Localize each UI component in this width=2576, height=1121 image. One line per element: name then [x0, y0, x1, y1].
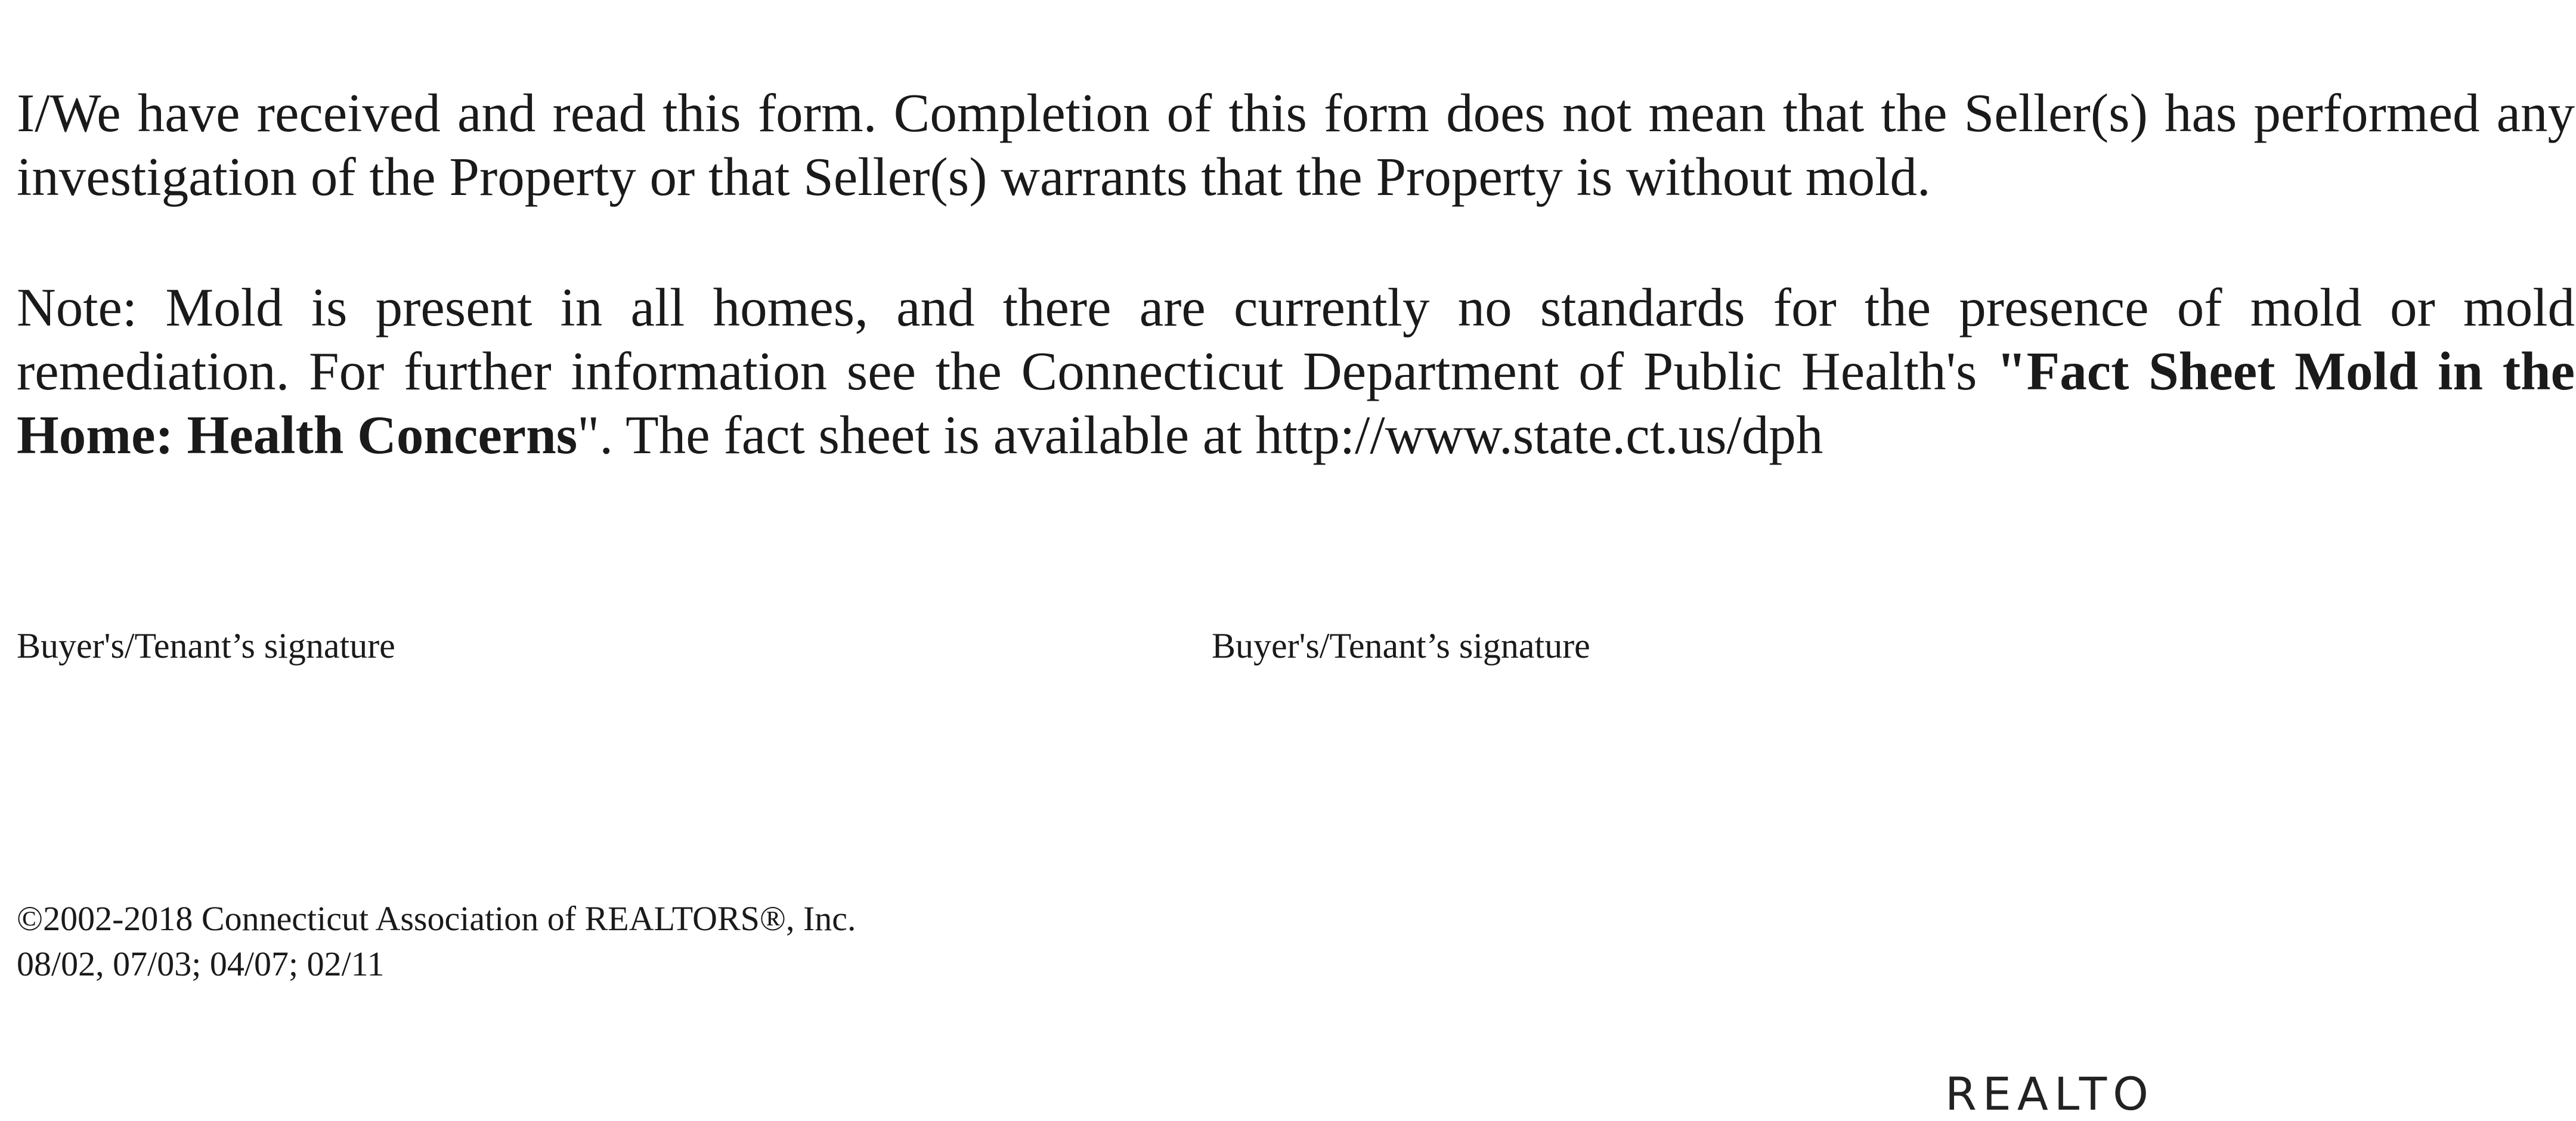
- mold-note-paragraph: [17, 275, 2575, 467]
- realtor-logo-text: REALTO: [1945, 1067, 2154, 1120]
- note-text-after: . The fact sheet is available at http://www.state.ct.us/dph: [599, 405, 1823, 465]
- note-text-before: Note: Mold is present in all homes, and there are currently no standards for the presence of mold or mold remediation. For further information see the Connecticut Department of Public Health's: [17, 277, 2575, 401]
- copyright-notice: ©2002-2018 Connecticut Association of REALTORS®, Inc.: [17, 899, 856, 938]
- note-quote-close: ": [577, 405, 600, 465]
- acknowledgement-paragraph: I/We have received and read this form. Completion of this form does not mean that the Seller(s) has performed any investigation of the Property or that Seller(s) warrants that the Property is without mold.: [17, 83, 2575, 207]
- buyer-tenant-signature-label-2: Buyer's/Tenant’s signature: [1212, 626, 1590, 665]
- buyer-tenant-signature-label-1: Buyer's/Tenant’s signature: [17, 626, 395, 665]
- revision-dates: 08/02, 07/03; 04/07; 02/11: [17, 945, 385, 983]
- fact-sheet-title: "Fact Sheet Mold in the Home: Health Concerns: [17, 341, 2575, 465]
